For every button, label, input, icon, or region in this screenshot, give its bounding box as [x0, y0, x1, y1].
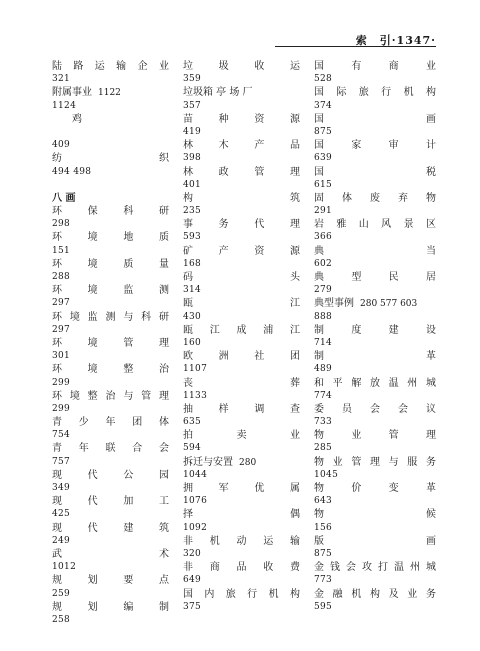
- page-reference: 875: [314, 126, 333, 137]
- index-term-text: 岩 雅 山 风 景 区: [314, 219, 436, 231]
- index-term-text: 国 税: [314, 166, 436, 178]
- index-term: [52, 205, 169, 218]
- index-term: [52, 495, 169, 508]
- page-reference: 156: [314, 522, 333, 533]
- index-term-text: 环 境 监 测 与 科 研: [52, 311, 169, 323]
- page-reference: 160: [183, 337, 202, 348]
- header-rule: [275, 46, 436, 47]
- index-term: [52, 548, 169, 561]
- index-term: [314, 86, 436, 99]
- index-term-text: 抽 样 调 查: [183, 403, 300, 415]
- page-reference: 489: [314, 364, 333, 375]
- index-term-text: 典型事例: [314, 298, 354, 310]
- index-term: [52, 363, 169, 376]
- index-term-text: 固 体 废 弃 物: [314, 192, 436, 204]
- index-term-text: 垃圾箱 亭 场 厂: [183, 87, 253, 99]
- index-term-text: 垃 圾 收 运: [183, 61, 300, 72]
- index-term-text: 国 际 旅 行 机 构: [314, 87, 436, 99]
- index-term: [314, 588, 436, 601]
- index-term-text: 纺 织: [52, 153, 169, 165]
- index-term: [314, 350, 436, 363]
- index-term: [52, 284, 169, 297]
- index-term-text: 矿 产 资 源: [183, 245, 300, 257]
- index-term-text: 拥 军 优 属: [183, 483, 300, 494]
- index-term-text: 丧 葬: [183, 377, 300, 389]
- index-term-text: 苗 种 资 源: [183, 113, 300, 125]
- index-term: [52, 60, 169, 73]
- index-term-text: 国 内 旅 行 机 构: [183, 588, 300, 600]
- index-term: [183, 429, 300, 442]
- page-reference: 1045: [314, 469, 339, 480]
- page-reference: 593: [183, 232, 202, 243]
- index-term: [314, 456, 436, 469]
- inline-page-reference: 280: [239, 457, 257, 468]
- page-reference: 757: [52, 456, 71, 467]
- page-reference: 733: [314, 417, 333, 428]
- index-term: [314, 429, 436, 442]
- page-reference: 594: [183, 443, 202, 454]
- index-term: [52, 86, 169, 99]
- index-term: [314, 508, 436, 521]
- index-term: [183, 166, 300, 179]
- index-term-text: 环 境 整 治 与 管 理: [52, 390, 169, 402]
- index-term-text: 典 型 民 居: [314, 272, 436, 283]
- page-reference: 299: [52, 403, 71, 414]
- index-term: [52, 469, 169, 482]
- index-term-text: 拍 卖 业: [183, 430, 300, 442]
- page-reference: 1133: [183, 390, 208, 401]
- page-reference: 297: [52, 298, 71, 309]
- index-term: [183, 561, 300, 574]
- index-term: [183, 60, 300, 73]
- index-term-text: 现 代 建 筑: [52, 522, 169, 534]
- index-term-text: 林 政 管 理: [183, 166, 300, 178]
- index-term-text: 物 业 管 理: [314, 430, 436, 442]
- index-term-text: 制 革: [314, 351, 436, 363]
- index-term-text: 物 候: [314, 509, 436, 521]
- running-head: 索 引·1347·: [355, 34, 436, 47]
- index-term: [314, 297, 436, 310]
- page-reference: 602: [314, 258, 333, 269]
- index-term: [314, 166, 436, 179]
- page-reference: 875: [314, 548, 333, 559]
- index-term-text: 国 有 商 业: [314, 61, 436, 72]
- index-term-text: 欧 洲 社 团: [183, 351, 300, 363]
- inline-page-reference: 1122: [98, 88, 121, 99]
- page-reference: 249: [52, 535, 71, 546]
- page-reference: 635: [183, 417, 202, 428]
- page-reference: 279: [314, 285, 333, 296]
- page-reference: 425: [52, 509, 71, 520]
- page-reference: 320: [183, 548, 202, 559]
- page-reference: 419: [183, 126, 202, 137]
- index-column-right: [314, 60, 436, 614]
- page-reference: 375: [183, 601, 202, 612]
- index-term-text: 码 头: [183, 272, 300, 283]
- page-reference: 297: [52, 324, 71, 335]
- page-reference: 528: [314, 74, 333, 85]
- page-reference: 314: [183, 285, 202, 296]
- index-term-text: 环 境 地 质: [52, 232, 169, 244]
- index-term: [52, 113, 169, 126]
- index-column-left: [52, 60, 169, 627]
- index-term-text: 典 当: [314, 245, 436, 257]
- index-term-text: 青 少 年 团 体: [52, 417, 169, 429]
- page-reference: 285: [314, 443, 333, 454]
- page-reference: 359: [183, 74, 202, 85]
- page-reference: 258: [52, 614, 71, 625]
- page-reference: 1044: [183, 469, 208, 480]
- index-term: [183, 350, 300, 363]
- stroke-count-heading: 八 画: [52, 192, 76, 204]
- index-term: [183, 86, 300, 99]
- page-reference: 357: [183, 100, 202, 111]
- index-term-text: 青 年 联 合 会: [52, 443, 169, 455]
- index-term: [52, 601, 169, 614]
- index-term: [52, 442, 169, 455]
- page-reference: 494 498: [52, 166, 92, 177]
- inline-page-reference: 280 577 603: [360, 299, 418, 310]
- index-term-text: 规 划 编 制: [52, 601, 169, 613]
- page-reference: 649: [183, 575, 202, 586]
- index-columns: [52, 60, 436, 625]
- index-term: [314, 192, 436, 205]
- index-term: [52, 390, 169, 403]
- blank-line: [52, 126, 169, 139]
- index-term-text: 事 务 代 理: [183, 219, 300, 231]
- page-reference: 374: [314, 100, 333, 111]
- index-term-text: 附属事业: [52, 87, 92, 99]
- page-reference: 1076: [183, 496, 208, 507]
- index-term: [52, 258, 169, 271]
- index-term-text: 物 价 变 革: [314, 483, 436, 494]
- index-term: [52, 416, 169, 429]
- page-reference: 301: [52, 351, 71, 362]
- index-term: [183, 508, 300, 521]
- page-reference: 643: [314, 496, 333, 507]
- index-term-text: 版 画: [314, 535, 436, 547]
- index-term-text: 国 画: [314, 113, 436, 125]
- index-term: [183, 297, 300, 310]
- page-reference: 168: [183, 258, 202, 269]
- index-term: [183, 403, 300, 416]
- page-reference: 151: [52, 245, 71, 256]
- index-column-middle: [183, 60, 300, 614]
- index-term-text: 物 业 管 理 与 服 务: [314, 456, 436, 468]
- index-term-text: 环 境 管 理: [52, 337, 169, 349]
- index-term: [314, 245, 436, 258]
- index-term-text: 陆 路 运 输 企 业: [52, 61, 169, 72]
- index-term-text: 规 划 要 点: [52, 575, 169, 587]
- index-term: [183, 113, 300, 126]
- page-reference: 1107: [183, 364, 208, 375]
- index-term: [52, 337, 169, 350]
- index-term-text: 拆迁与安置: [183, 456, 233, 468]
- index-term-text: 金 钱 会 攻 打 温 州 城: [314, 562, 436, 574]
- page-reference: 773: [314, 575, 333, 586]
- page-reference: 401: [183, 179, 202, 190]
- index-term-text: 瓯 江 成 浦 江: [183, 324, 300, 336]
- page-reference: 714: [314, 337, 333, 348]
- page-reference: 888: [314, 311, 333, 322]
- index-term: [314, 271, 436, 284]
- index-term: [183, 456, 300, 469]
- page-reference: 299: [52, 377, 71, 388]
- index-term: [52, 574, 169, 587]
- index-term-text: 构 筑: [183, 192, 300, 204]
- index-term-text: 委 员 会 会 议: [314, 403, 436, 415]
- page-reference: 754: [52, 430, 71, 441]
- index-term: [314, 535, 436, 548]
- index-term-text: 国 家 审 计: [314, 140, 436, 152]
- index-term-text: 金 融 机 构 及 业 务: [314, 588, 436, 600]
- page-reference: 349: [52, 483, 71, 493]
- index-term-text: 环 保 科 研: [52, 206, 169, 218]
- page-reference: 321: [52, 74, 71, 85]
- page-reference: 774: [314, 390, 333, 401]
- page-reference: 398: [183, 153, 202, 164]
- index-term-text: 现 代 加 工: [52, 496, 169, 508]
- index-term-text: 制 度 建 设: [314, 324, 436, 336]
- page-reference: 1092: [183, 522, 208, 533]
- page-reference: 1124: [52, 100, 77, 111]
- index-term-text: 非 商 品 收 费: [183, 562, 300, 574]
- index-term: [314, 324, 436, 337]
- index-term-text: 和 平 解 放 温 州 城: [314, 377, 436, 389]
- index-term: [314, 139, 436, 152]
- index-term-text: 武 术: [52, 548, 169, 560]
- page-reference: 288: [52, 272, 71, 282]
- page-reference: 409: [52, 140, 71, 151]
- index-term: [183, 482, 300, 495]
- index-term: [183, 192, 300, 205]
- index-term-text: 环 境 监 测: [52, 285, 169, 297]
- page-reference: 615: [314, 179, 333, 190]
- index-term: [52, 152, 169, 165]
- index-term: [183, 139, 300, 152]
- index-term: [314, 113, 436, 126]
- page-reference: 366: [314, 232, 333, 243]
- index-term: [183, 245, 300, 258]
- page-reference: 1012: [52, 562, 77, 573]
- page-reference: 639: [314, 153, 333, 164]
- page-reference: 595: [314, 601, 333, 612]
- index-term: [314, 377, 436, 390]
- page-reference: 235: [183, 206, 202, 217]
- page-reference: 259: [52, 588, 71, 599]
- index-term: [183, 218, 300, 231]
- index-term-text: 择 偶: [183, 509, 300, 521]
- page-reference: 430: [183, 311, 202, 322]
- index-term: [52, 231, 169, 244]
- index-term-text: 现 代 公 园: [52, 469, 169, 481]
- index-term: [314, 60, 436, 73]
- page-reference: 291: [314, 206, 333, 217]
- index-term: [314, 403, 436, 416]
- index-term-text: 瓯 江: [183, 298, 300, 310]
- index-term: [183, 271, 300, 284]
- index-term-text: 鸡: [52, 113, 82, 125]
- blank-line: [52, 179, 169, 192]
- index-term: [314, 561, 436, 574]
- index-term: [314, 482, 436, 495]
- index-term-text: 林 木 产 品: [183, 140, 300, 152]
- page-header: [0, 0, 480, 56]
- index-term: [183, 535, 300, 548]
- index-term: [183, 588, 300, 601]
- index-term: [183, 324, 300, 337]
- index-term-text: 环 境 质 量: [52, 258, 169, 270]
- index-term: [52, 311, 169, 324]
- index-term: [52, 522, 169, 535]
- index-term-text: 环 境 整 治: [52, 364, 169, 376]
- index-term-text: 非 机 动 运 输: [183, 535, 300, 547]
- page-reference: 298: [52, 219, 71, 230]
- index-term: [314, 218, 436, 231]
- index-term: [183, 377, 300, 390]
